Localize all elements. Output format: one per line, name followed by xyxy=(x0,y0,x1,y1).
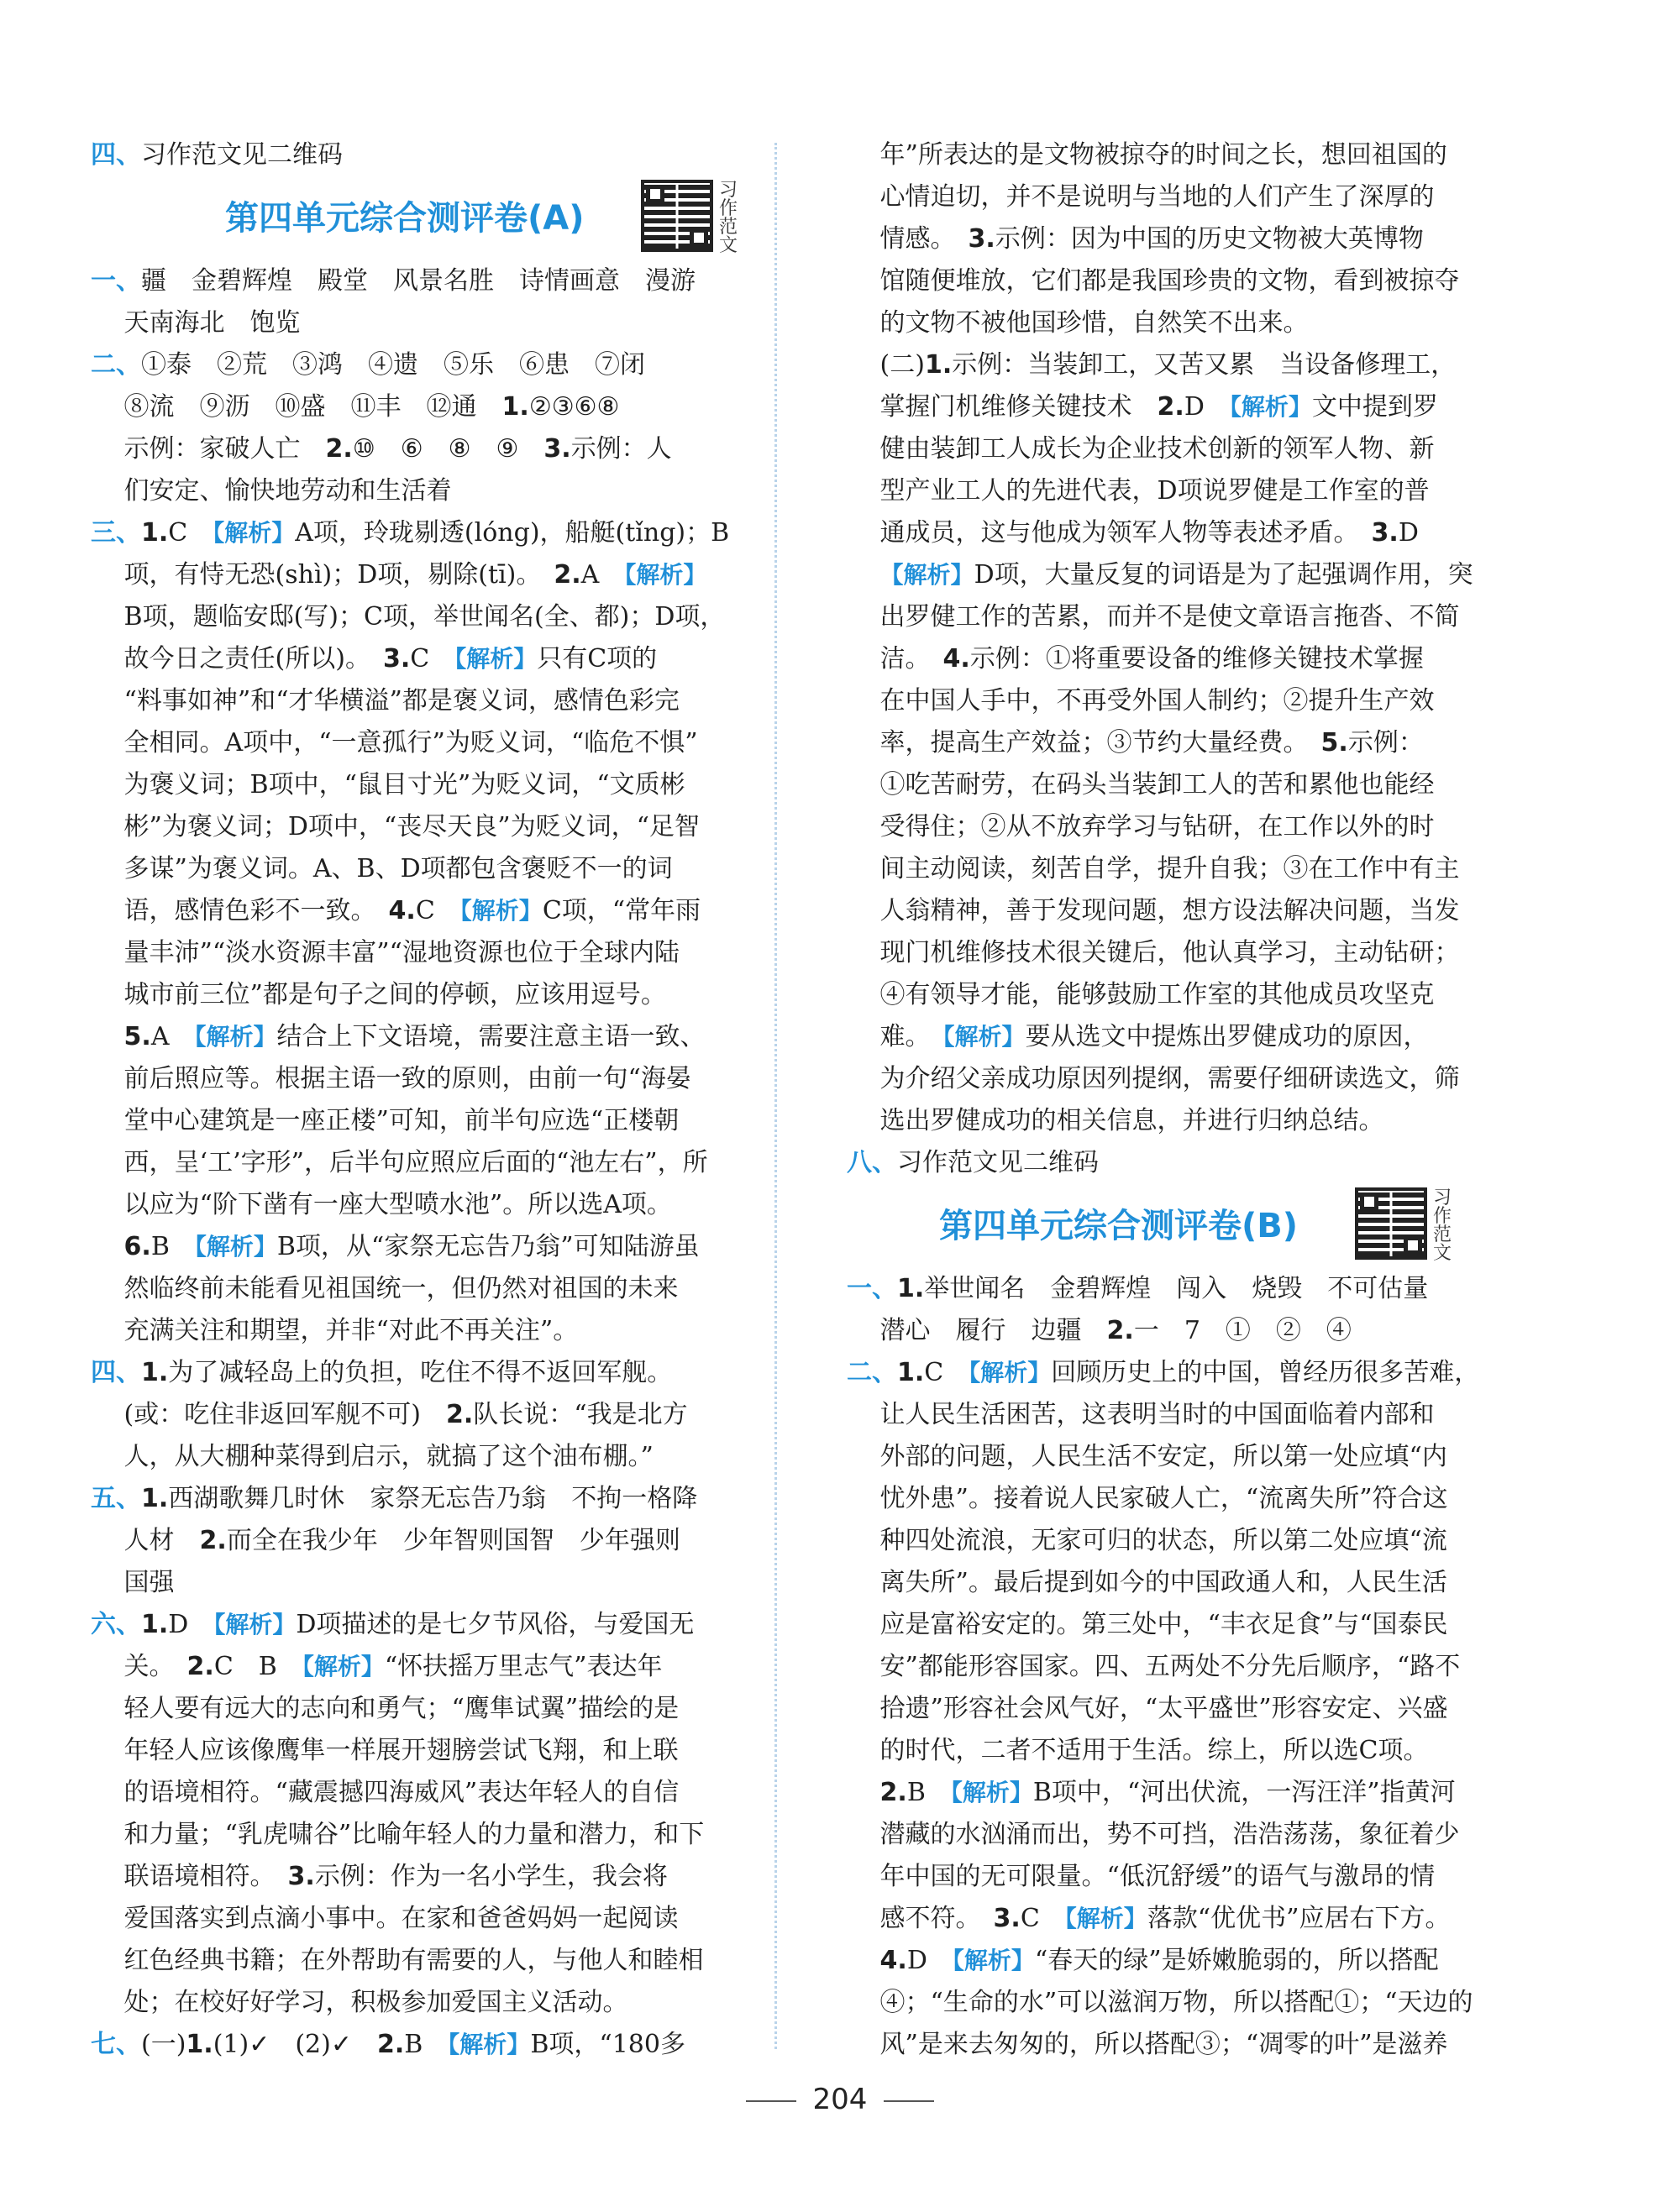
text-segment: B xyxy=(906,1778,951,1807)
text-line xyxy=(91,806,763,848)
text-segment: C xyxy=(924,1358,969,1387)
text-segment: D xyxy=(168,1610,214,1639)
text-segment: 安”都能形容国家。四、五两处不分先后顺序，“路不 xyxy=(847,1652,1461,1681)
text-segment: 心情迫切，并不是说明与当地的人们产生了深厚的 xyxy=(847,182,1435,212)
text-segment: 项，有恃无恐(shì)；D项，剔除(tī)。 xyxy=(91,560,554,590)
text-segment: 红色经典书籍；在外帮助有需要的人，与他人和睦相 xyxy=(91,1946,704,1975)
text-segment: (或：吃住非返回军舰不可) xyxy=(91,1400,446,1429)
text-segment: 联语境相符。 xyxy=(91,1862,288,1891)
text-line xyxy=(91,1982,763,2024)
text-line xyxy=(847,386,1519,428)
text-line xyxy=(91,1730,763,1772)
question-number: 1. xyxy=(141,1358,169,1387)
analysis-tag: 【解析】 xyxy=(1064,1905,1147,1932)
text-line xyxy=(91,1436,763,1478)
text-segment: B项，从“家祭无忘告乃翁”可知陆游虽 xyxy=(276,1232,700,1261)
analysis-tag: 【解析】 xyxy=(448,2031,531,2058)
analysis-tag: 【解析】 xyxy=(459,897,543,925)
text-segment: 全相同。A项中，“一意孤行”为贬义词，“临危不惧” xyxy=(91,728,698,757)
text-line xyxy=(847,596,1519,638)
text-segment: B项中，“河出伏流，一泻汪洋”指黄河 xyxy=(1032,1778,1456,1807)
text-line xyxy=(91,1226,763,1268)
text-line xyxy=(91,554,763,596)
analysis-tag: 【解析】 xyxy=(969,1359,1052,1386)
question-number: 2. xyxy=(1106,1316,1134,1345)
text-segment: (1)✓ (2)✓ xyxy=(213,2030,377,2059)
text-line xyxy=(847,1814,1519,1856)
text-segment: 语，感情色彩不一致。 xyxy=(91,896,389,925)
text-line xyxy=(91,596,763,638)
question-number: 3. xyxy=(993,1904,1021,1933)
question-number: 1. xyxy=(186,2030,213,2059)
question-number: 2. xyxy=(199,1526,227,1555)
text-segment: 国强 xyxy=(91,1568,175,1597)
text-segment: D项，大量反复的词语是为了起强调作用，突 xyxy=(974,560,1473,590)
analysis-tag: 【解析】 xyxy=(194,1233,277,1261)
analysis-tag: 【解析】 xyxy=(302,1653,385,1680)
analysis-tag: 【解析】 xyxy=(942,1023,1026,1051)
text-segment: 一 7 ① ② ④ xyxy=(1133,1316,1352,1345)
qr-code-icon xyxy=(641,180,713,252)
text-segment: 为褒义词；B项中，“鼠目寸光”为贬义词，“文质彬 xyxy=(91,770,685,799)
text-segment: 天南海北 饱览 xyxy=(91,308,301,338)
text-line xyxy=(847,1520,1519,1562)
question-number: 1. xyxy=(924,350,953,380)
text-line xyxy=(847,512,1519,554)
text-segment: 充满关注和期望，并非“对此不再关注”。 xyxy=(91,1316,579,1345)
text-line xyxy=(847,2024,1519,2066)
text-segment: 外部的问题，人民生活不安定，所以第一处应填“内 xyxy=(847,1442,1447,1471)
text-line xyxy=(847,1352,1519,1394)
section-title-row xyxy=(91,176,763,260)
text-line xyxy=(847,638,1519,680)
text-segment: 量丰沛”“淡水资源丰富”“湿地资源也位于全球内陆 xyxy=(91,938,680,967)
text-segment: 示例：①将重要设备的维修关键技术掌握 xyxy=(969,644,1424,674)
text-segment: 的时代，二者不适用于生活。综上，所以选C项。 xyxy=(847,1736,1429,1765)
text-segment: (二) xyxy=(847,350,925,380)
text-line xyxy=(847,176,1519,218)
text-segment xyxy=(91,1232,124,1261)
text-segment: 彬”为褒义词；D项中，“丧尽天良”为贬义词，“足智 xyxy=(91,812,700,841)
footer-dash-right xyxy=(884,2100,934,2102)
text-segment: 示例：家破人亡 xyxy=(91,434,326,464)
text-segment: 堂中心建筑是一座正楼”可知，前半句应选“正楼朝 xyxy=(91,1106,680,1135)
text-segment: 通成员，这与他成为领军人物等表述矛盾。 xyxy=(847,518,1372,548)
text-segment: 前后照应等。根据主语一致的原则，由前一句“海晏 xyxy=(91,1064,691,1093)
text-line xyxy=(847,932,1519,974)
text-segment: 潜心 履行 边疆 xyxy=(847,1316,1107,1345)
text-line xyxy=(91,1856,763,1898)
right-column xyxy=(847,134,1519,2066)
text-line xyxy=(91,890,763,932)
section-title: 第四单元综合测评卷(B) xyxy=(939,1207,1299,1245)
text-line xyxy=(847,1898,1519,1940)
question-number: 2. xyxy=(376,2030,405,2059)
text-line xyxy=(91,260,763,302)
text-segment xyxy=(847,560,880,590)
text-segment: 习作范文见二维码 xyxy=(897,1148,1099,1177)
text-segment: 城市前三位”都是句子之间的停顿，应该用逗号。 xyxy=(91,980,666,1009)
text-line xyxy=(847,1772,1519,1814)
text-segment: 多谋”为褒义词。A、B、D项都包含褒贬不一的词 xyxy=(91,854,673,883)
text-line xyxy=(91,1646,763,1688)
section-number: 一、 xyxy=(847,1274,897,1303)
text-line xyxy=(847,1730,1519,1772)
text-segment: B xyxy=(150,1232,195,1261)
text-line xyxy=(91,386,763,428)
qr-caption: 习作范文 xyxy=(1433,1187,1452,1264)
section-number: 七、 xyxy=(91,2030,141,2059)
text-segment: 忧外患”。接着说人民家破人亡，“流离失所”符合这 xyxy=(847,1484,1448,1513)
text-segment: 型产业工人的先进代表，D项说罗健是工作室的普 xyxy=(847,476,1430,506)
text-line xyxy=(91,1604,763,1646)
text-line xyxy=(91,722,763,764)
question-number: 3. xyxy=(1371,518,1399,548)
question-number: 6. xyxy=(123,1232,151,1261)
text-line xyxy=(847,722,1519,764)
text-segment: 们安定、愉快地劳动和生活着 xyxy=(91,476,452,506)
text-segment: 出罗健工作的苦累，而并不是使文章语言拖沓、不简 xyxy=(847,602,1460,632)
text-segment: 示例：作为一名小学生，我会将 xyxy=(314,1862,668,1891)
text-segment: D xyxy=(1398,518,1419,548)
text-segment: “料事如神”和“才华横溢”都是褒义词，感情色彩完 xyxy=(91,686,680,715)
text-line xyxy=(847,806,1519,848)
text-segment: 受得住；②从不放弃学习与钻研，在工作以外的时 xyxy=(847,812,1435,841)
question-number: 2. xyxy=(325,434,353,464)
text-segment: 只有C项的 xyxy=(537,644,658,674)
section-title-row xyxy=(847,1184,1519,1268)
text-segment: D xyxy=(906,1946,953,1975)
text-line xyxy=(91,638,763,680)
text-segment: 率，提高生产效益；③节约大量经费。 xyxy=(847,728,1321,757)
text-segment: 在中国人手中，不再受外国人制约；②提升生产效 xyxy=(847,686,1435,715)
text-segment: 为介绍父亲成功原因列提纲，需要仔细研读选文，筛 xyxy=(847,1064,1460,1093)
section-number: 六、 xyxy=(91,1610,141,1639)
text-segment: 潜藏的水汹涌而出，势不可挡，浩浩荡荡，象征着少 xyxy=(847,1820,1460,1849)
section-number: 一、 xyxy=(91,266,141,296)
question-number: 3. xyxy=(543,434,571,464)
question-number: 2. xyxy=(1157,392,1184,422)
text-line xyxy=(847,428,1519,470)
section-number: 四、 xyxy=(91,1358,141,1387)
text-line xyxy=(91,1520,763,1562)
text-segment: 洁。 xyxy=(847,644,943,674)
text-segment: 种四处流浪，无家可归的状态，所以第二处应填“流 xyxy=(847,1526,1447,1555)
text-segment: 间主动阅读，刻苦自学，提升自我；③在工作中有主 xyxy=(847,854,1460,883)
text-line xyxy=(847,1982,1519,2024)
text-segment: 队长说：“我是北方 xyxy=(473,1400,688,1429)
text-segment: C xyxy=(410,644,455,674)
text-line xyxy=(91,344,763,386)
text-segment: 馆随便堆放，它们都是我国珍贵的文物，看到被掠夺 xyxy=(847,266,1460,296)
analysis-tag: 【解析】 xyxy=(194,1023,277,1051)
text-line xyxy=(847,302,1519,344)
question-number: 3. xyxy=(382,644,411,674)
text-segment: 风”是来去匆匆的，所以搭配③；“凋零的叶”是滋养 xyxy=(847,2030,1448,2059)
text-line xyxy=(847,974,1519,1016)
text-line xyxy=(847,1940,1519,1982)
text-segment: 结合上下文语境，需要注意主语一致、 xyxy=(276,1022,706,1051)
question-number: 5. xyxy=(1320,728,1348,757)
text-line xyxy=(91,1814,763,1856)
text-line xyxy=(91,2024,763,2066)
text-segment: 文中提到罗 xyxy=(1311,392,1438,422)
section-title: 第四单元综合测评卷(A) xyxy=(225,199,585,238)
analysis-tag: 【解析】 xyxy=(213,519,296,547)
text-line xyxy=(91,1898,763,1940)
text-line xyxy=(847,1394,1519,1436)
text-segment: 示例：人 xyxy=(570,434,672,464)
text-segment: 选出罗健成功的相关信息，并进行归纳总结。 xyxy=(847,1106,1384,1135)
column-divider xyxy=(774,143,777,2049)
text-segment: D项描述的是七夕节风俗，与爱国无 xyxy=(296,1610,695,1639)
text-segment: C B xyxy=(213,1652,302,1681)
analysis-tag: 【解析】 xyxy=(879,561,974,589)
text-segment: A项，玲珑剔透(lóng)，船艇(tǐng)；B xyxy=(295,518,730,548)
text-line xyxy=(847,1142,1519,1184)
text-line xyxy=(91,1562,763,1604)
text-line xyxy=(847,1268,1519,1310)
text-segment: 疆 金碧辉煌 殿堂 风景名胜 诗情画意 漫游 xyxy=(141,266,696,296)
text-line xyxy=(91,470,763,512)
text-segment: ⑩ ⑥ ⑧ ⑨ xyxy=(352,434,544,464)
text-segment: 西，呈‘工’字形”，后半句应照应后面的“池左右”，所 xyxy=(91,1148,708,1177)
text-segment: 以应为“阶下凿有一座大型喷水池”。所以选A项。 xyxy=(91,1190,672,1219)
text-line xyxy=(847,1646,1519,1688)
question-number: 1. xyxy=(897,1358,925,1387)
question-number: 1. xyxy=(897,1274,925,1303)
text-segment: C xyxy=(168,518,213,548)
text-line xyxy=(847,554,1519,596)
text-segment: “怀扶摇万里志气”表达年 xyxy=(384,1652,663,1681)
text-line xyxy=(91,1100,763,1142)
text-line xyxy=(91,1058,763,1100)
text-segment: 习作范文见二维码 xyxy=(141,140,343,170)
text-segment: 健由装卸工人成长为企业技术创新的领军人物、新 xyxy=(847,434,1435,464)
question-number: 3. xyxy=(287,1862,315,1891)
text-segment xyxy=(847,1946,880,1975)
text-segment: (一) xyxy=(141,2030,186,2059)
text-segment: 掌握门机维修关键技术 xyxy=(847,392,1158,422)
text-segment: 的语境相符。“藏震撼四海威风”表达年轻人的自信 xyxy=(91,1778,680,1807)
text-line xyxy=(91,1016,763,1058)
text-segment: 轻人要有远大的志向和勇气；“鹰隼试翼”描绘的是 xyxy=(91,1694,680,1723)
text-line xyxy=(91,1184,763,1226)
text-segment: ②③⑥⑧ xyxy=(528,392,620,422)
text-line xyxy=(847,680,1519,722)
text-line xyxy=(91,1940,763,1982)
text-segment: 感不符。 xyxy=(847,1904,994,1933)
text-line xyxy=(91,1268,763,1310)
text-line xyxy=(91,1394,763,1436)
text-line xyxy=(91,512,763,554)
text-segment: 拾遗”形容社会风气好，“太平盛世”形容安定、兴盛 xyxy=(847,1694,1448,1723)
text-segment: 然临终前未能看见祖国统一，但仍然对祖国的未来 xyxy=(91,1274,679,1303)
text-line xyxy=(91,974,763,1016)
text-line xyxy=(91,1688,763,1730)
text-segment: 年”所表达的是文物被掠夺的时间之长，想回祖国的 xyxy=(847,140,1447,170)
text-segment: A xyxy=(150,1022,195,1051)
text-segment: 要从选文中提炼出罗健成功的原因， xyxy=(1025,1022,1429,1051)
question-number: 1. xyxy=(141,1484,169,1513)
question-number: 2. xyxy=(445,1400,474,1429)
section-number: 八、 xyxy=(847,1148,897,1177)
text-segment: B项，题临安邸(写)；C项，举世闻名(全、都)；D项， xyxy=(91,602,726,632)
text-line xyxy=(91,428,763,470)
text-segment: 爱国落实到点滴小事中。在家和爸爸妈妈一起阅读 xyxy=(91,1904,679,1933)
text-segment: 示例： xyxy=(1347,728,1424,757)
text-line xyxy=(91,932,763,974)
page-number-footer xyxy=(0,2083,1680,2116)
text-segment: 和力量；“乳虎啸谷”比喻年轻人的力量和潜力，和下 xyxy=(91,1820,705,1849)
text-segment: 人翁精神，善于发现问题，想方设法解决问题，当发 xyxy=(847,896,1460,925)
text-line xyxy=(847,1310,1519,1352)
text-segment: 举世闻名 金碧辉煌 闯入 烧毁 不可估量 xyxy=(924,1274,1429,1303)
analysis-tag: 【解析】 xyxy=(1229,393,1312,421)
text-line xyxy=(847,218,1519,260)
text-segment: ①泰 ②荒 ③鸿 ④遗 ⑤乐 ⑥患 ⑦闭 xyxy=(141,350,645,380)
text-line xyxy=(91,764,763,806)
text-segment: ④；“生命的水”可以滋润万物，所以搭配①；“天边的 xyxy=(847,1988,1473,2017)
text-line xyxy=(847,470,1519,512)
qr-caption: 习作范文 xyxy=(719,180,738,256)
text-line xyxy=(91,134,763,176)
text-line xyxy=(91,1310,763,1352)
text-line xyxy=(91,1478,763,1520)
text-segment: ①吃苦耐劳，在码头当装卸工人的苦和累他也能经 xyxy=(847,770,1435,799)
section-number: 五、 xyxy=(91,1484,141,1513)
text-segment: 年轻人应该像鹰隼一样展开翅膀尝试飞翔，和上联 xyxy=(91,1736,679,1765)
section-number: 四、 xyxy=(91,140,141,170)
text-segment: 人材 xyxy=(91,1526,200,1555)
text-segment: ⑧流 ⑨沥 ⑩盛 ⑪丰 ⑫通 xyxy=(91,392,502,422)
text-segment: 为了减轻岛上的负担，吃住不得不返回军舰。 xyxy=(168,1358,673,1387)
text-line xyxy=(847,1100,1519,1142)
text-segment: 情感。 xyxy=(847,224,969,254)
section-number: 二、 xyxy=(847,1358,897,1387)
text-segment: 现门机维修技术很关键后，他认真学习，主动钻研； xyxy=(847,938,1460,967)
text-line xyxy=(91,302,763,344)
text-segment: 而全在我少年 少年智则国智 少年强则 xyxy=(226,1526,680,1555)
question-number: 4. xyxy=(942,644,970,674)
text-segment xyxy=(91,1022,124,1051)
text-segment: B项，“180多 xyxy=(530,2030,685,2059)
text-line xyxy=(91,848,763,890)
text-segment: 年中国的无可限量。“低沉舒缓”的语气与激昂的情 xyxy=(847,1862,1436,1891)
text-line xyxy=(847,1016,1519,1058)
text-segment: 让人民生活困苦，这表明当时的中国面临着内部和 xyxy=(847,1400,1435,1429)
text-line xyxy=(847,1856,1519,1898)
question-number: 3. xyxy=(968,224,995,254)
question-number: 1. xyxy=(501,392,529,422)
question-number: 4. xyxy=(879,1946,907,1975)
text-segment: A xyxy=(580,560,625,590)
text-segment: 落款“优优书”应居右下方。 xyxy=(1147,1904,1451,1933)
text-segment: 关。 xyxy=(91,1652,187,1681)
text-segment: 难。 xyxy=(847,1022,943,1051)
text-segment: 示例：当装卸工，又苦又累 当设备修理工， xyxy=(952,350,1457,380)
text-segment: “春天的绿”是娇嫩脆弱的，所以搭配 xyxy=(1034,1946,1439,1975)
text-segment: C项，“常年雨 xyxy=(542,896,701,925)
section-number: 二、 xyxy=(91,350,141,380)
question-number: 5. xyxy=(123,1022,151,1051)
text-line xyxy=(91,680,763,722)
text-line xyxy=(91,1142,763,1184)
text-segment: 回顾历史上的中国，曾经历很多苦难， xyxy=(1051,1358,1480,1387)
text-segment: ④有领导才能，能够鼓励工作室的其他成员攻坚克 xyxy=(847,980,1435,1009)
analysis-tag: 【解析】 xyxy=(213,1611,297,1638)
text-segment: 处；在校好好学习，积极参加爱国主义活动。 xyxy=(91,1988,628,2017)
left-column xyxy=(91,134,763,2066)
text-segment: B xyxy=(404,2030,449,2059)
question-number: 1. xyxy=(141,1610,169,1639)
text-line xyxy=(847,1436,1519,1478)
text-segment: 人，从大棚种菜得到启示，就搞了这个油布棚。” xyxy=(91,1442,654,1471)
question-number: 2. xyxy=(186,1652,214,1681)
footer-dash-left xyxy=(746,2100,796,2102)
question-number: 2. xyxy=(879,1778,907,1807)
text-segment: 故今日之责任(所以)。 xyxy=(91,644,383,674)
text-line xyxy=(847,764,1519,806)
page-number: 204 xyxy=(812,2083,868,2116)
text-segment xyxy=(847,1778,880,1807)
text-segment: 离失所”。最后提到如今的中国政通人和，人民生活 xyxy=(847,1568,1447,1597)
text-line xyxy=(91,1352,763,1394)
text-line xyxy=(847,1604,1519,1646)
text-line xyxy=(847,1562,1519,1604)
section-number: 三、 xyxy=(91,518,141,548)
analysis-tag: 【解析】 xyxy=(624,561,707,589)
text-segment: 西湖歌舞几时休 家祭无忘告乃翁 不拘一格降 xyxy=(168,1484,698,1513)
question-number: 2. xyxy=(554,560,581,590)
text-segment: C xyxy=(415,896,460,925)
text-segment: 示例：因为中国的历史文物被大英博物 xyxy=(995,224,1424,254)
text-line xyxy=(847,848,1519,890)
text-segment: 的文物不被他国珍惜，自然笑不出来。 xyxy=(847,308,1309,338)
text-segment: 应是富裕安定的。第三处中，“丰衣足食”与“国泰民 xyxy=(847,1610,1448,1639)
text-line xyxy=(847,1688,1519,1730)
question-number: 1. xyxy=(141,518,169,548)
text-line xyxy=(847,134,1519,176)
qr-code-icon xyxy=(1355,1187,1427,1260)
text-line xyxy=(91,1772,763,1814)
analysis-tag: 【解析】 xyxy=(952,1947,1035,1974)
text-line xyxy=(847,260,1519,302)
question-number: 4. xyxy=(388,896,416,925)
text-segment: C xyxy=(1020,1904,1065,1933)
text-line xyxy=(847,1478,1519,1520)
text-line xyxy=(847,1058,1519,1100)
text-segment: D xyxy=(1184,392,1230,422)
text-line xyxy=(847,344,1519,386)
analysis-tag: 【解析】 xyxy=(950,1779,1033,1806)
text-line xyxy=(847,890,1519,932)
analysis-tag: 【解析】 xyxy=(454,645,538,673)
